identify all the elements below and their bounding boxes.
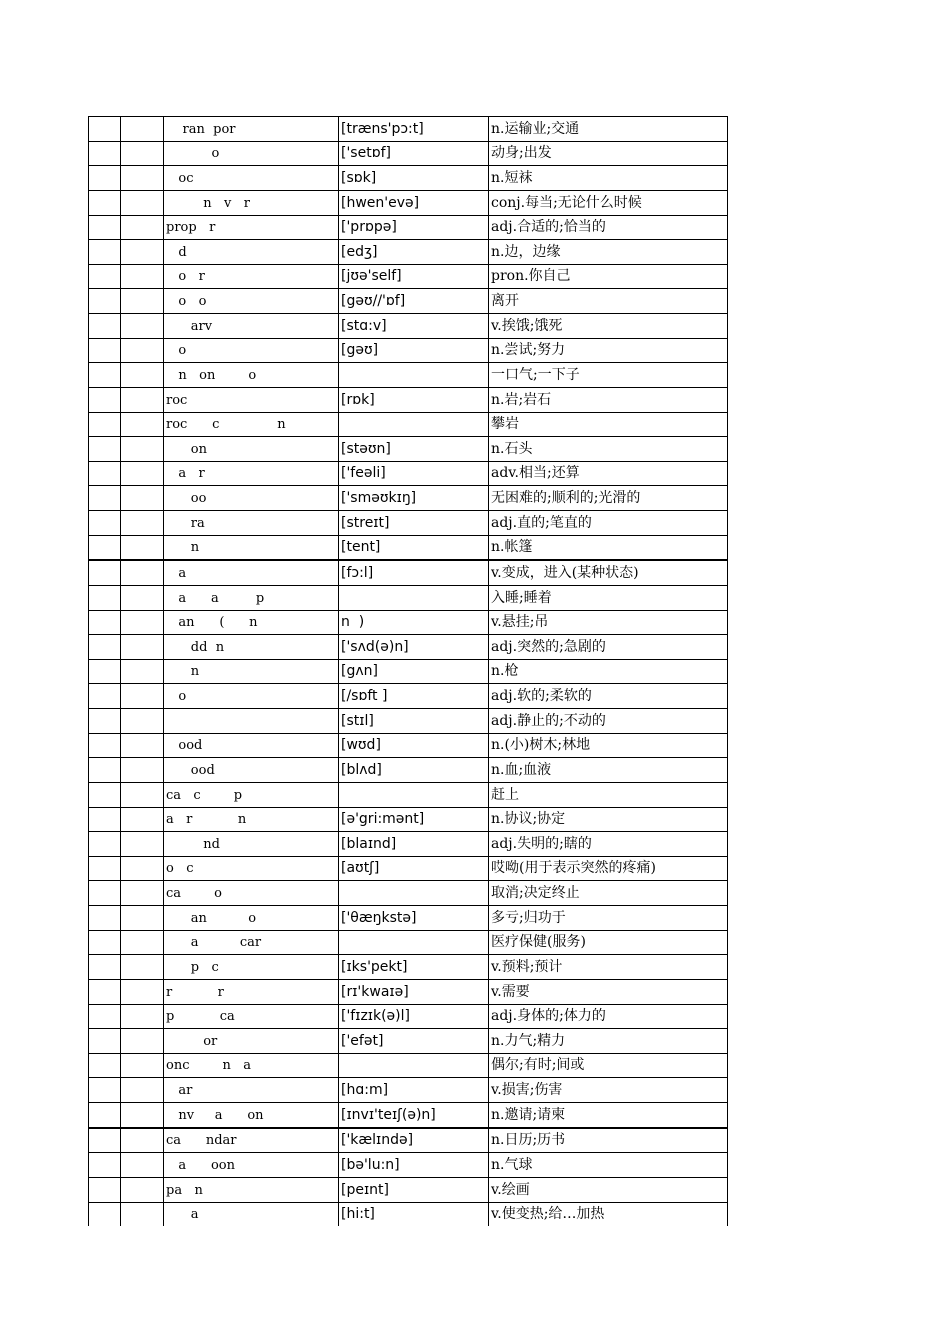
meaning-cell: 无困难的;顺利的;光滑的 (489, 486, 728, 511)
table-row (89, 930, 728, 955)
blank-cell (121, 979, 164, 1004)
table-row (89, 782, 728, 807)
table-row (89, 215, 728, 240)
table-row (89, 856, 728, 881)
index-cell (89, 535, 121, 560)
index-cell (89, 1153, 121, 1178)
meaning-cell: n.气球 (489, 1153, 728, 1178)
meaning-cell: adj.突然的;急剧的 (489, 635, 728, 660)
blank-cell (121, 758, 164, 783)
index-cell (89, 610, 121, 635)
word-cell: ar (164, 1078, 339, 1103)
index-cell (89, 117, 121, 142)
blank-cell (121, 166, 164, 191)
meaning-cell: conj.每当;无论什么时候 (489, 190, 728, 215)
blank-cell (121, 709, 164, 734)
word-cell: ood (164, 733, 339, 758)
meaning-cell: n.边，边缘 (489, 240, 728, 265)
blank-cell (121, 782, 164, 807)
blank-cell (121, 832, 164, 857)
word-cell: n v r (164, 190, 339, 215)
phonetic-cell (339, 585, 489, 610)
phonetic-cell: [bə'lu:n] (339, 1153, 489, 1178)
blank-cell (121, 240, 164, 265)
index-cell (89, 437, 121, 462)
table-row (89, 1029, 728, 1054)
blank-cell (121, 659, 164, 684)
blank-cell (121, 511, 164, 536)
meaning-cell: v.挨饿;饿死 (489, 314, 728, 339)
word-cell: onc n a (164, 1053, 339, 1078)
table-row (89, 832, 728, 857)
table-row (89, 955, 728, 980)
phonetic-cell: [træns'pɔ:t] (339, 117, 489, 142)
index-cell (89, 832, 121, 857)
index-cell (89, 511, 121, 536)
phonetic-cell: ['prɒpə] (339, 215, 489, 240)
blank-cell (121, 930, 164, 955)
blank-cell (121, 560, 164, 585)
index-cell (89, 486, 121, 511)
meaning-cell: 偶尔;有时;间或 (489, 1053, 728, 1078)
word-cell: or (164, 1029, 339, 1054)
blank-cell (121, 733, 164, 758)
word-cell: a r n (164, 807, 339, 832)
table-row (89, 585, 728, 610)
meaning-cell: adv.相当;还算 (489, 461, 728, 486)
table-row (89, 1053, 728, 1078)
phonetic-cell: [rɒk] (339, 387, 489, 412)
phonetic-cell: [sɒk] (339, 166, 489, 191)
index-cell (89, 881, 121, 906)
word-cell: ca ndar (164, 1128, 339, 1153)
word-cell: o (164, 338, 339, 363)
word-cell: ra (164, 511, 339, 536)
index-cell (89, 684, 121, 709)
phonetic-cell: [aʊtʃ] (339, 856, 489, 881)
index-cell (89, 141, 121, 166)
phonetic-cell: ['setɒf] (339, 141, 489, 166)
blank-cell (121, 412, 164, 437)
word-cell: p ca (164, 1004, 339, 1029)
phonetic-cell (339, 930, 489, 955)
table-row (89, 141, 728, 166)
index-cell (89, 166, 121, 191)
phonetic-cell: ['sməʊkɪŋ] (339, 486, 489, 511)
table-row (89, 166, 728, 191)
phonetic-cell: [stɑ:v] (339, 314, 489, 339)
index-cell (89, 289, 121, 314)
phonetic-cell: [hwen'evə] (339, 190, 489, 215)
blank-cell (121, 338, 164, 363)
index-cell (89, 709, 121, 734)
word-cell: nv a on (164, 1103, 339, 1128)
table-row (89, 1128, 728, 1153)
word-cell: an o (164, 906, 339, 931)
table-row (89, 289, 728, 314)
index-cell (89, 1029, 121, 1054)
index-cell (89, 190, 121, 215)
word-cell: nd (164, 832, 339, 857)
index-cell (89, 1053, 121, 1078)
index-cell (89, 338, 121, 363)
meaning-cell: 取消;决定终止 (489, 881, 728, 906)
meaning-cell: 医疗保健(服务) (489, 930, 728, 955)
blank-cell (121, 314, 164, 339)
meaning-cell: n.岩;岩石 (489, 387, 728, 412)
meaning-cell: 哎呦(用于表示突然的疼痛) (489, 856, 728, 881)
table-row (89, 240, 728, 265)
word-cell: p c (164, 955, 339, 980)
blank-cell (121, 461, 164, 486)
word-cell: a (164, 1202, 339, 1226)
index-cell (89, 930, 121, 955)
word-cell: a (164, 560, 339, 585)
meaning-cell: 一口气;一下子 (489, 363, 728, 388)
phonetic-cell (339, 363, 489, 388)
phonetic-cell: [gəʊ] (339, 338, 489, 363)
meaning-cell: 离开 (489, 289, 728, 314)
blank-cell (121, 117, 164, 142)
index-cell (89, 461, 121, 486)
table-row (89, 906, 728, 931)
phonetic-cell: [/sɒft ] (339, 684, 489, 709)
word-cell: dd n (164, 635, 339, 660)
phonetic-cell: [fɔ:l] (339, 560, 489, 585)
blank-cell (121, 955, 164, 980)
index-cell (89, 758, 121, 783)
word-cell: o (164, 141, 339, 166)
word-cell: roc c n (164, 412, 339, 437)
word-cell: a oon (164, 1153, 339, 1178)
blank-cell (121, 807, 164, 832)
blank-cell (121, 856, 164, 881)
word-cell: prop r (164, 215, 339, 240)
meaning-cell: n.邀请;请柬 (489, 1103, 728, 1128)
blank-cell (121, 1177, 164, 1202)
meaning-cell: n.枪 (489, 659, 728, 684)
index-cell (89, 659, 121, 684)
word-cell: roc (164, 387, 339, 412)
word-cell: ran por (164, 117, 339, 142)
meaning-cell: n.协议;协定 (489, 807, 728, 832)
word-cell: d (164, 240, 339, 265)
table-row (89, 461, 728, 486)
blank-cell (121, 585, 164, 610)
index-cell (89, 955, 121, 980)
blank-cell (121, 363, 164, 388)
meaning-cell: adj.直的;笔直的 (489, 511, 728, 536)
phonetic-cell: [ɪnvɪ'teɪʃ(ə)n] (339, 1103, 489, 1128)
meaning-cell: n.(小)树木;林地 (489, 733, 728, 758)
index-cell (89, 807, 121, 832)
vocabulary-table (88, 116, 728, 1226)
blank-cell (121, 215, 164, 240)
index-cell (89, 215, 121, 240)
phonetic-cell: ['kælɪndə] (339, 1128, 489, 1153)
table-row (89, 437, 728, 462)
blank-cell (121, 906, 164, 931)
blank-cell (121, 190, 164, 215)
table-row (89, 1078, 728, 1103)
blank-cell (121, 635, 164, 660)
phonetic-cell: [rɪ'kwaɪə] (339, 979, 489, 1004)
table-row (89, 635, 728, 660)
blank-cell (121, 1078, 164, 1103)
word-cell: a r (164, 461, 339, 486)
index-cell (89, 240, 121, 265)
blank-cell (121, 1053, 164, 1078)
meaning-cell: n.运输业;交通 (489, 117, 728, 142)
blank-cell (121, 1004, 164, 1029)
phonetic-cell: ['θæŋkstə] (339, 906, 489, 931)
word-cell: oo (164, 486, 339, 511)
word-cell: o c (164, 856, 339, 881)
index-cell (89, 363, 121, 388)
phonetic-cell: [edʒ] (339, 240, 489, 265)
word-cell: o r (164, 264, 339, 289)
word-cell: ca c p (164, 782, 339, 807)
word-cell: n (164, 535, 339, 560)
meaning-cell: v.变成，进入(某种状态) (489, 560, 728, 585)
meaning-cell: adj.静止的;不动的 (489, 709, 728, 734)
index-cell (89, 1078, 121, 1103)
blank-cell (121, 387, 164, 412)
meaning-cell: pron.你自己 (489, 264, 728, 289)
table-row (89, 881, 728, 906)
phonetic-cell: [hi:t] (339, 1202, 489, 1226)
word-cell: ood (164, 758, 339, 783)
table-row (89, 535, 728, 560)
word-cell: oc (164, 166, 339, 191)
meaning-cell: 攀岩 (489, 412, 728, 437)
index-cell (89, 635, 121, 660)
word-cell: o (164, 684, 339, 709)
blank-cell (121, 486, 164, 511)
word-cell: n (164, 659, 339, 684)
index-cell (89, 1177, 121, 1202)
meaning-cell: n.日历;历书 (489, 1128, 728, 1153)
meaning-cell: 多亏;归功于 (489, 906, 728, 931)
meaning-cell: adj.身体的;体力的 (489, 1004, 728, 1029)
table-row (89, 190, 728, 215)
index-cell (89, 412, 121, 437)
table-row (89, 387, 728, 412)
meaning-cell: 赶上 (489, 782, 728, 807)
index-cell (89, 314, 121, 339)
table-row (89, 807, 728, 832)
table-row (89, 486, 728, 511)
word-cell: an ( n (164, 610, 339, 635)
phonetic-cell: [peɪnt] (339, 1177, 489, 1202)
table-row (89, 659, 728, 684)
index-cell (89, 1202, 121, 1226)
word-cell: n on o (164, 363, 339, 388)
table-row (89, 979, 728, 1004)
meaning-cell: v.绘画 (489, 1177, 728, 1202)
phonetic-cell: [hɑ:m] (339, 1078, 489, 1103)
phonetic-cell: [ɪks'pekt] (339, 955, 489, 980)
table-row (89, 1153, 728, 1178)
phonetic-cell: ['efət] (339, 1029, 489, 1054)
phonetic-cell: [gʌn] (339, 659, 489, 684)
meaning-cell: n.短袜 (489, 166, 728, 191)
index-cell (89, 585, 121, 610)
table-row (89, 610, 728, 635)
table-row (89, 363, 728, 388)
phonetic-cell (339, 412, 489, 437)
phonetic-cell: ['feəli] (339, 461, 489, 486)
blank-cell (121, 437, 164, 462)
word-cell (164, 709, 339, 734)
index-cell (89, 782, 121, 807)
phonetic-cell: [tent] (339, 535, 489, 560)
meaning-cell: n.力气;精力 (489, 1029, 728, 1054)
phonetic-cell: [wʊd] (339, 733, 489, 758)
phonetic-cell: ['fɪzɪk(ə)l] (339, 1004, 489, 1029)
blank-cell (121, 1153, 164, 1178)
word-cell: arv (164, 314, 339, 339)
table-row (89, 733, 728, 758)
phonetic-cell (339, 782, 489, 807)
table-row (89, 338, 728, 363)
vocabulary-table-body (89, 117, 728, 1227)
index-cell (89, 560, 121, 585)
phonetic-cell: n ) (339, 610, 489, 635)
phonetic-cell (339, 1053, 489, 1078)
index-cell (89, 387, 121, 412)
table-row (89, 264, 728, 289)
meaning-cell: n.帐篷 (489, 535, 728, 560)
word-cell: on (164, 437, 339, 462)
meaning-cell: v.损害;伤害 (489, 1078, 728, 1103)
phonetic-cell: [jʊə'self] (339, 264, 489, 289)
table-row (89, 1004, 728, 1029)
meaning-cell: v.悬挂;吊 (489, 610, 728, 635)
blank-cell (121, 289, 164, 314)
meaning-cell: adj.软的;柔软的 (489, 684, 728, 709)
blank-cell (121, 684, 164, 709)
table-row (89, 560, 728, 585)
blank-cell (121, 1029, 164, 1054)
blank-cell (121, 264, 164, 289)
phonetic-cell: [blʌd] (339, 758, 489, 783)
table-row (89, 684, 728, 709)
blank-cell (121, 535, 164, 560)
index-cell (89, 979, 121, 1004)
word-cell: a car (164, 930, 339, 955)
table-row (89, 511, 728, 536)
index-cell (89, 1004, 121, 1029)
word-cell: a a p (164, 585, 339, 610)
table-row (89, 1103, 728, 1128)
meaning-cell: adj.失明的;瞎的 (489, 832, 728, 857)
table-row (89, 117, 728, 142)
meaning-cell: v.使变热;给…加热 (489, 1202, 728, 1226)
index-cell (89, 733, 121, 758)
blank-cell (121, 610, 164, 635)
index-cell (89, 1103, 121, 1128)
word-cell: r r (164, 979, 339, 1004)
meaning-cell: n.尝试;努力 (489, 338, 728, 363)
index-cell (89, 264, 121, 289)
meaning-cell: 动身;出发 (489, 141, 728, 166)
phonetic-cell: [stəʊn] (339, 437, 489, 462)
word-cell: ca o (164, 881, 339, 906)
blank-cell (121, 141, 164, 166)
index-cell (89, 1128, 121, 1153)
index-cell (89, 856, 121, 881)
phonetic-cell: ['sʌd(ə)n] (339, 635, 489, 660)
table-row (89, 709, 728, 734)
blank-cell (121, 1128, 164, 1153)
table-row (89, 314, 728, 339)
index-cell (89, 906, 121, 931)
table-row (89, 758, 728, 783)
word-cell: pa n (164, 1177, 339, 1202)
meaning-cell: 入睡;睡着 (489, 585, 728, 610)
meaning-cell: n.血;血液 (489, 758, 728, 783)
blank-cell (121, 881, 164, 906)
table-row (89, 1202, 728, 1226)
phonetic-cell (339, 881, 489, 906)
phonetic-cell: [gəʊ//'ɒf] (339, 289, 489, 314)
word-cell: o o (164, 289, 339, 314)
blank-cell (121, 1202, 164, 1226)
meaning-cell: v.需要 (489, 979, 728, 1004)
blank-cell (121, 1103, 164, 1128)
table-row (89, 1177, 728, 1202)
meaning-cell: n.石头 (489, 437, 728, 462)
phonetic-cell: [stɪl] (339, 709, 489, 734)
phonetic-cell: [ə'gri:mənt] (339, 807, 489, 832)
phonetic-cell: [streɪt] (339, 511, 489, 536)
table-row (89, 412, 728, 437)
meaning-cell: adj.合适的;恰当的 (489, 215, 728, 240)
meaning-cell: v.预料;预计 (489, 955, 728, 980)
phonetic-cell: [blaɪnd] (339, 832, 489, 857)
